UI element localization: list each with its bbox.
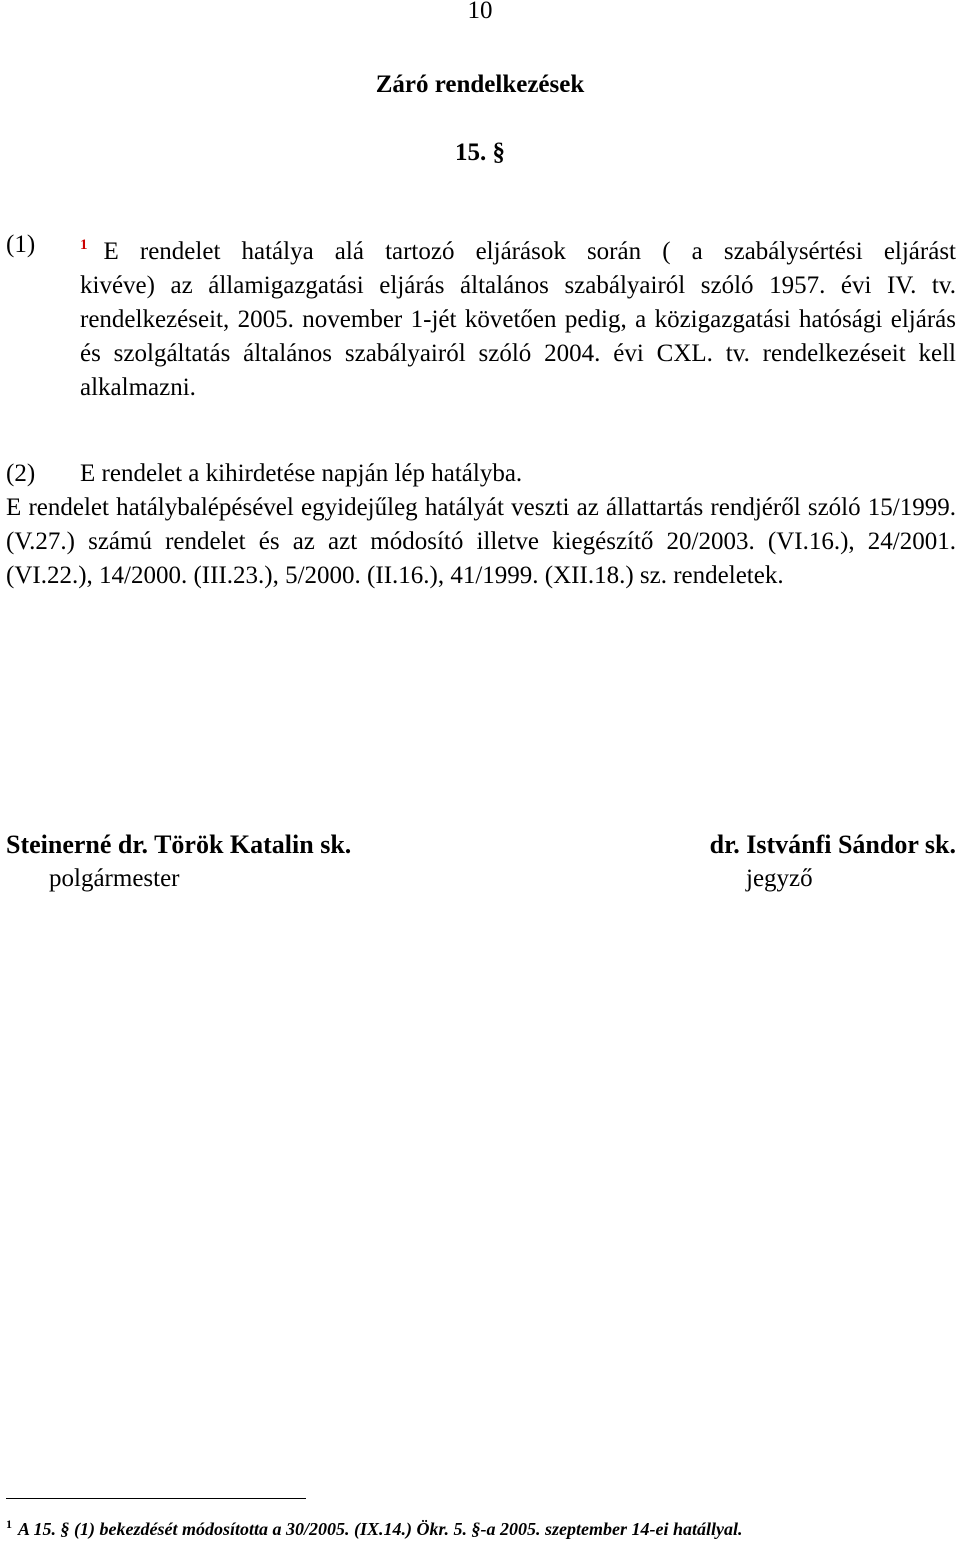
section-title: Záró rendelkezések (375, 71, 585, 98)
footnote-text: A 15. § (1) bekezdését módosította a 30/2005. (IX.14.) Ökr. 5. §-a 2005. szeptember 14-ei hatállyal. (18, 1519, 743, 1539)
paragraph-2-line (6, 457, 956, 491)
footnote-reference[interactable]: 1 (80, 237, 88, 253)
footnote (6, 1512, 956, 1541)
paragraph-1-body: kivéve) az államigazgatási eljárás általános szabályairól szóló 1957. évi IV. tv. rendelkezéseit, 2005. november 1-jét követően pedig, a közigazgatási hatósági eljárás és szolgáltatás általános szabályairól szóló 2004. évi CXL. tv. rendelkezéseit kell alkalmazni. (80, 272, 956, 401)
paragraph-2-text: E rendelet a kihirdetése napján lép hatályba. (80, 460, 523, 487)
footnote-divider (6, 1498, 306, 1499)
paragraph-1-first-line (6, 228, 956, 269)
paragraph-1-label: (1) (6, 231, 36, 258)
signature-notary (600, 828, 956, 896)
signature-mayor-role: polgármester (49, 865, 180, 892)
signature-notary-name: dr. Istvánfi Sándor sk. (709, 830, 956, 859)
paragraph-1-first-text (80, 228, 956, 269)
section-number: 15. § (455, 139, 505, 166)
paragraph-2-label: (2) (6, 460, 36, 487)
paragraph-1 (6, 228, 956, 405)
page-number: 10 (467, 0, 493, 24)
paragraph-1-first-line-text: E rendelet hatálya alá tartozó eljárások során ( a szabálysértési eljárást (103, 238, 956, 265)
paragraph-2 (6, 457, 956, 491)
signature-mayor (6, 828, 426, 896)
signature-mayor-name: Steinerné dr. Török Katalin sk. (6, 830, 352, 859)
footnote-mark: 1 (6, 1517, 12, 1531)
signature-notary-role: jegyző (746, 865, 813, 892)
paragraph-3: E rendelet hatálybalépésével egyidejűleg hatályát veszti az állattartás rendjéről szóló 15/1999. (V.27.) számú rendelet és az azt módosító illetve kiegészítő 20/2003. (VI.16.), 24/2001. (VI.22.), 14/2000. (III.23.), 5/2000. (II.16.), 41/1999. (XII.18.) sz. rendeletek. (6, 494, 956, 589)
